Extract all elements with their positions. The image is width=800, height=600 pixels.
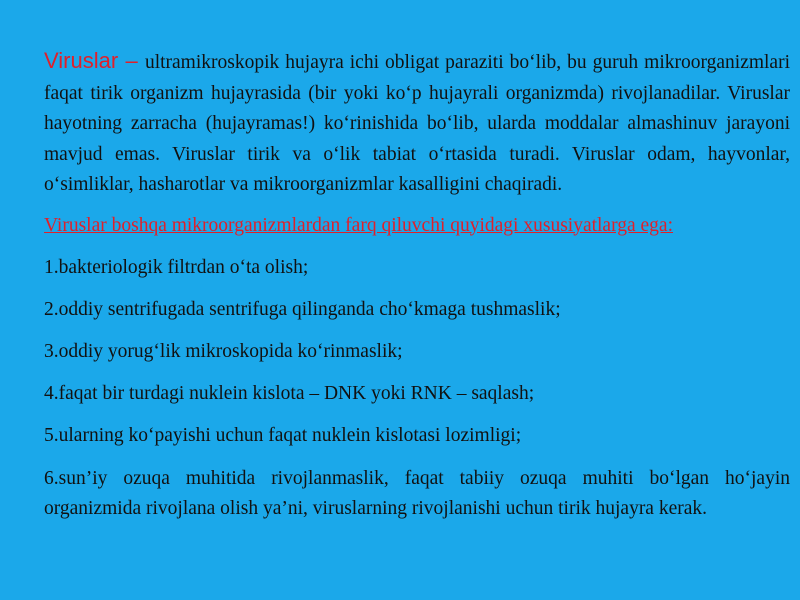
feature-item-6: 6.sun’iy ozuqa muhitida rivojlanmaslik, faqat tabiiy ozuqa muhiti bo‘lgan ho‘jayin organizmida rivojlana olish ya’ni, viruslarning rivojlanishi uchun tirik hujayra kerak. (44, 467, 790, 519)
feature-item-5: 5.ularning ko‘payishi uchun faqat nuklein kislotasi lozimligi; (44, 424, 522, 446)
feature-item-3: 3.oddiy yorug‘lik mikroskopida ko‘rinmaslik; (44, 340, 403, 362)
definition-paragraph (44, 46, 790, 201)
definition-term: Viruslar (44, 48, 119, 73)
definition-text: ultramikroskopik hujayra ichi obligat paraziti bo‘lib, bu guruh mikroorganizmlari faqat tirik organizm hujayrasida (bir yoki ko‘p hujayrali organizmda) rivojlanadilar. Viruslar hayotning zarracha (hujayramas!) ko‘rinishida bo‘lib, ularda moddalar almashinuv jarayoni mavjud emas. Viruslar tirik va o‘lik tabiat o‘rtasida turadi. Viruslar odam, hayvonlar, o‘simliklar, hasharotlar va mikroorganizmlar kasalligini chaqiradi. (44, 52, 790, 195)
feature-item-2: 2.oddiy sentrifugada sentrifuga qilinganda cho‘kmaga tushmaslik; (44, 298, 561, 320)
features-heading: Viruslar boshqa mikroorganizmlardan farq qiluvchi quyidagi xususiyatlarga ega: (44, 214, 673, 236)
definition-dash: – (118, 48, 145, 73)
feature-item-1: 1.bakteriologik filtrdan o‘ta olish; (44, 256, 309, 278)
feature-item-4: 4.faqat bir turdagi nuklein kislota – DNK yoki RNK – saqlash; (44, 382, 535, 404)
